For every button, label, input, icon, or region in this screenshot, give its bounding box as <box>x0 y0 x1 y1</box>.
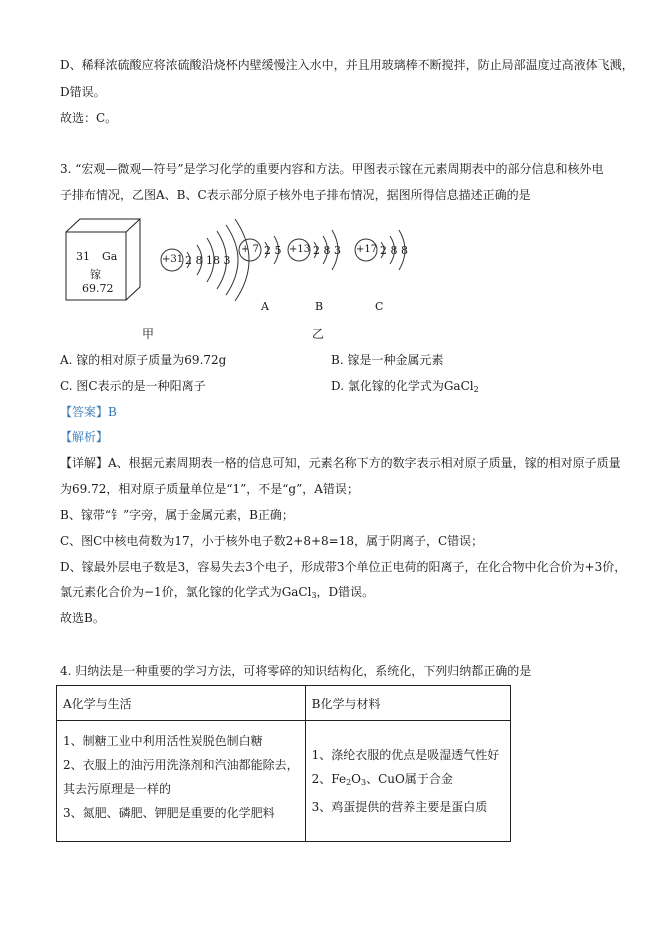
q3-detail-6-suffix: ，D错误。 <box>316 585 375 599</box>
q3-figure <box>60 212 420 347</box>
cell-atomic-mass: 69.72 <box>82 282 114 295</box>
q4-header-a: A化学与生活 <box>57 686 306 721</box>
q3-option-d-text: D. 氯化镓的化学式为GaCl <box>331 379 474 393</box>
q4-table <box>56 685 511 842</box>
caption-jia: 甲 <box>142 327 155 341</box>
q3-detail-tag: 【详解】 <box>60 456 109 470</box>
atom-b-shell-counts: 2 8 3 <box>313 244 341 257</box>
q4-a-item-2-cont: 其去污原理是一样的 <box>63 782 172 796</box>
atom-a-nucleus: + 7 <box>241 244 259 255</box>
prev-answer-line-1: D、稀释浓硫酸应将浓硫酸沿烧杯内壁缓慢注入水中，并且用玻璃棒不断搅拌，防止局部温度过高液体飞溅， <box>60 58 634 72</box>
q4-cell-a <box>57 721 306 842</box>
q3-detail-text-1: A、根据元素周期表一格的信息可知，元素名称下方的数字表示相对原子质量，镓的相对原子质量 <box>108 456 621 470</box>
q4-a-item-2: 2、衣服上的油污用洗涤剂和汽油都能除去， <box>63 758 299 772</box>
q3-detail-line-5: D、镓最外层电子数是3，容易失去3个电子，形成带3个单位正电荷的阳离子，在化合物中化合价为+3价， <box>60 560 627 574</box>
q3-stem-line-1: 3. “宏观—微观—符号”是学习化学的重要内容和方法。甲图表示镓在元素周期表中的部分信息和核外电 <box>60 162 604 176</box>
q3-stem-line-2: 子排布情况，乙图A、B、C表示部分原子核外电子排布情况，据图所得信息描述正确的是 <box>60 188 531 202</box>
q3-option-c: C. 图C表示的是一种阳离子 <box>60 379 206 393</box>
atom-b-label: B <box>315 300 324 313</box>
q4-a-item-3: 3、氮肥、磷肥、钾肥是重要的化学肥料 <box>63 806 275 820</box>
prev-answer-conclusion: 故选：C。 <box>60 111 118 125</box>
q3-detail-line-1 <box>60 455 621 471</box>
atom-b-nucleus: +13 <box>289 244 311 255</box>
q4-b-item-2-part-2: O <box>351 772 361 786</box>
atom-a-shell-counts: 2 5 <box>264 244 282 257</box>
q4-b-item-3: 3、鸡蛋提供的营养主要是蛋白质 <box>311 800 488 814</box>
prev-answer-line-2: D错误。 <box>60 85 106 99</box>
cell-symbol: Ga <box>102 250 118 263</box>
q4-b-item-2-part-1: 2、Fe <box>311 772 347 786</box>
atom-c-nucleus: +17 <box>356 244 378 255</box>
atom-c-label: C <box>375 300 384 313</box>
q4-stem: 4. 归纳法是一种重要的学习方法，可将零碎的知识结构化，系统化，下列归纳都正确的是 <box>60 664 532 678</box>
q4-b-item-2-sub-2: 3 <box>361 778 367 787</box>
q3-detail-line-6 <box>60 584 374 604</box>
q4-b-item-1: 1、涤纶衣服的优点是吸湿透气性好 <box>311 748 500 762</box>
q3-detail-line-4: C、图C中核电荷数为17，小于核外电子数2+8+8=18，属于阴离子，C错误； <box>60 534 484 548</box>
ga-shell-counts: 2 8 18 3 <box>185 254 231 267</box>
q3-conclusion: 故选B。 <box>60 611 105 625</box>
ga-nucleus-charge: +31 <box>162 254 184 265</box>
q3-option-d-subscript: 2 <box>473 385 479 394</box>
atom-c-shell-counts: 2 8 8 <box>380 244 408 257</box>
cell-name: 镓 <box>90 268 101 281</box>
q3-option-b: B. 镓是一种金属元素 <box>331 353 444 367</box>
q4-b-item-2 <box>312 767 504 795</box>
q3-detail-6-subscript: 3 <box>311 591 317 600</box>
q4-header-b: B化学与材料 <box>305 686 510 721</box>
cell-atomic-number: 31 <box>76 250 90 263</box>
q3-option-a: A. 镓的相对原子质量为69.72g <box>60 353 227 367</box>
q3-detail-line-3: B、镓带“钅”字旁，属于金属元素，B正确； <box>60 508 294 522</box>
q3-analysis-tag: 【解析】 <box>60 430 109 444</box>
q3-answer: 【答案】B <box>60 405 117 419</box>
q4-b-item-2-sub-1: 2 <box>346 778 352 787</box>
q4-cell-b <box>305 721 510 842</box>
caption-yi: 乙 <box>312 327 325 341</box>
q4-a-item-1: 1、制糖工业中利用活性炭脱色制白糖 <box>63 734 263 748</box>
q4-b-item-2-part-3: 、CuO属于合金 <box>366 772 453 786</box>
atom-a-label: A <box>261 300 269 313</box>
q3-option-d <box>331 378 479 398</box>
q3-detail-6-text: 氯元素化合价为−1价，氯化镓的化学式为GaCl <box>60 585 312 599</box>
q3-detail-line-2: 为69.72，相对原子质量单位是“1”，不是“g”，A错误； <box>60 482 359 496</box>
atomic-structure-diagram <box>60 212 420 347</box>
